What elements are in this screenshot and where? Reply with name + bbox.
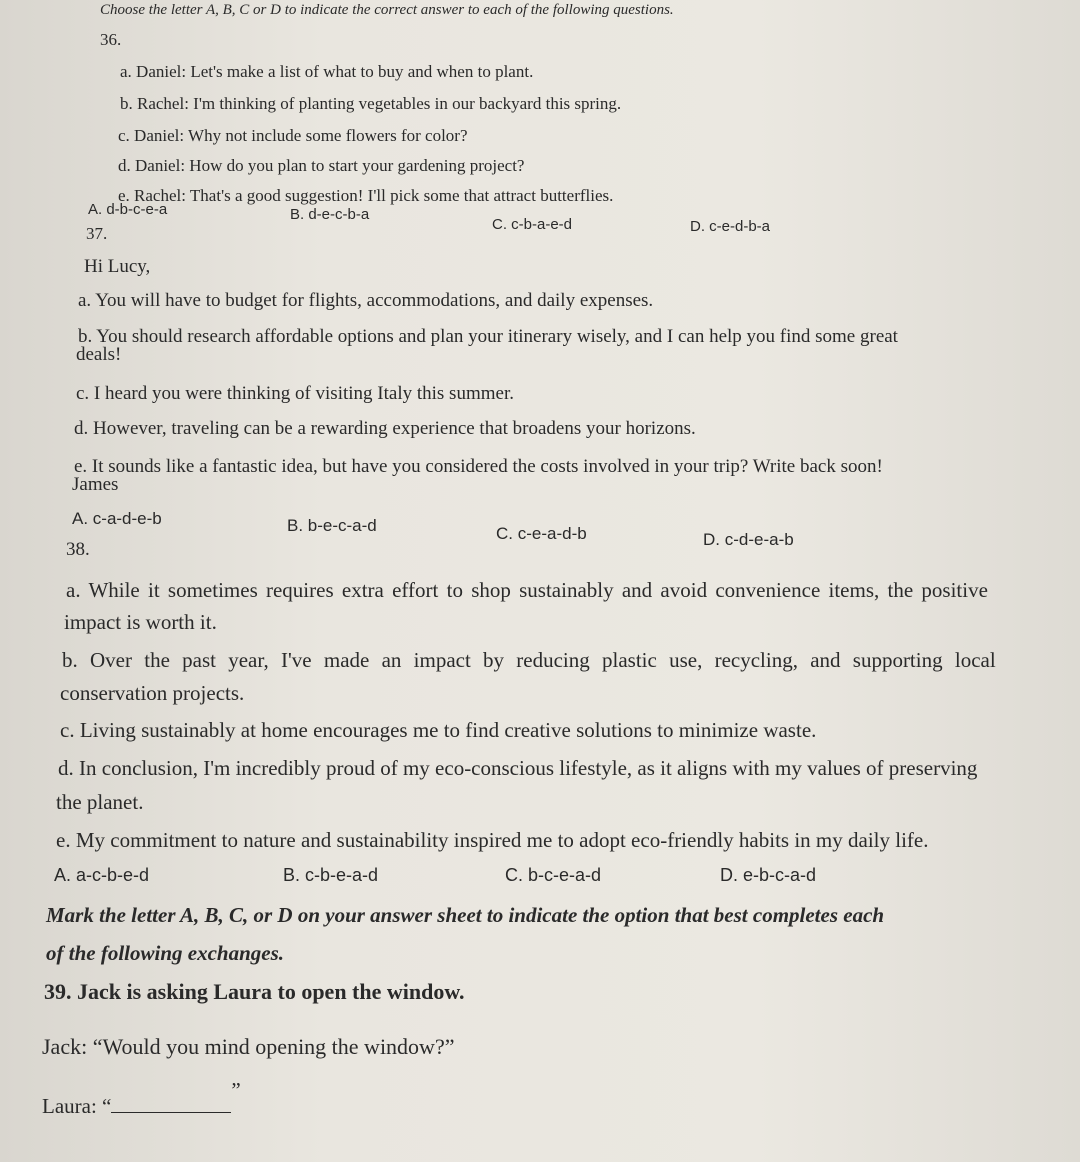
q38-option-c[interactable]: C. b-c-e-a-d [505, 865, 602, 885]
q36-option-b[interactable]: B. d-e-c-b-a [290, 206, 370, 223]
q38-line-b1: b. Over the past year, I've made an impact by reducing plastic use, recycling, and supporting local [62, 648, 996, 672]
q36-line-e: e. Rachel: That's a good suggestion! I'll pick some that attract butterflies. [118, 186, 614, 205]
q37-option-c[interactable]: C. c-e-a-d-b [496, 524, 587, 543]
q38-option-b[interactable]: B. c-b-e-a-d [283, 865, 379, 885]
q38-line-d1: d. In conclusion, I'm incredibly proud of my eco-conscious lifestyle, as it aligns with my values of preserving [58, 756, 978, 780]
q36-option-d[interactable]: D. c-e-d-b-a [690, 218, 771, 235]
q37-line-b2: deals! [76, 344, 122, 365]
q39-laura-suffix: ” [231, 1078, 241, 1102]
q36-option-a[interactable]: A. d-b-c-e-a [88, 201, 168, 218]
q38-line-a1: a. While it sometimes requires extra effort to shop sustainably and avoid convenience items, the positive [66, 578, 988, 602]
q39-prompt: 39. Jack is asking Laura to open the window. [44, 979, 465, 1004]
section-instruction-line2: of the following exchanges. [46, 941, 285, 965]
q36-option-c[interactable]: C. c-b-a-e-d [492, 216, 573, 233]
q37-signature: James [72, 474, 119, 495]
section-instruction-line1: Mark the letter A, B, C, or D on your answer sheet to indicate the option that best completes each [46, 903, 885, 927]
q37-line-c: c. I heard you were thinking of visiting Italy this summer. [76, 383, 514, 404]
q39-laura-line [42, 1078, 241, 1119]
q36-line-b: b. Rachel: I'm thinking of planting vegetables in our backyard this spring. [120, 94, 622, 113]
q37-line-b1: b. You should research affordable options and plan your itinerary wisely, and I can help you find some great [78, 326, 898, 347]
q36-line-d: d. Daniel: How do you plan to start your gardening project? [118, 156, 525, 175]
q38-line-b2: conservation projects. [60, 681, 245, 705]
q37-line-e: e. It sounds like a fantastic idea, but have you considered the costs involved in your trip? Write back soon! [74, 456, 883, 477]
q36-line-a: a. Daniel: Let's make a list of what to buy and when to plant. [120, 62, 534, 81]
q37-number: 37. [86, 224, 108, 243]
q37-greeting: Hi Lucy, [84, 256, 151, 277]
instruction-top: Choose the letter A, B, C or D to indicate the correct answer to each of the following questions. [100, 2, 674, 18]
q37-option-a[interactable]: A. c-a-d-e-b [72, 509, 162, 528]
q37-option-d[interactable]: D. c-d-e-a-b [703, 530, 794, 549]
q39-laura-prefix: Laura: “ [42, 1094, 112, 1118]
q36-number: 36. [100, 30, 122, 49]
q36-line-c: c. Daniel: Why not include some flowers for color? [118, 126, 468, 145]
q38-line-e: e. My commitment to nature and sustainability inspired me to adopt eco-friendly habits in my daily life. [56, 828, 929, 852]
q37-option-b[interactable]: B. b-e-c-a-d [287, 516, 377, 535]
q39-answer-blank[interactable] [111, 1094, 231, 1113]
q37-line-d: d. However, traveling can be a rewarding experience that broadens your horizons. [74, 418, 696, 439]
q38-number: 38. [66, 539, 90, 560]
q38-option-a[interactable]: A. a-c-b-e-d [54, 865, 150, 885]
q39-jack-line: Jack: “Would you mind opening the window?” [42, 1034, 455, 1059]
q38-line-c: c. Living sustainably at home encourages me to find creative solutions to minimize waste. [60, 718, 817, 742]
q38-line-a2: impact is worth it. [64, 610, 217, 634]
q38-option-d[interactable]: D. e-b-c-a-d [720, 865, 817, 885]
q37-line-a: a. You will have to budget for flights, accommodations, and daily expenses. [78, 290, 654, 311]
q38-line-d2: the planet. [56, 790, 144, 814]
